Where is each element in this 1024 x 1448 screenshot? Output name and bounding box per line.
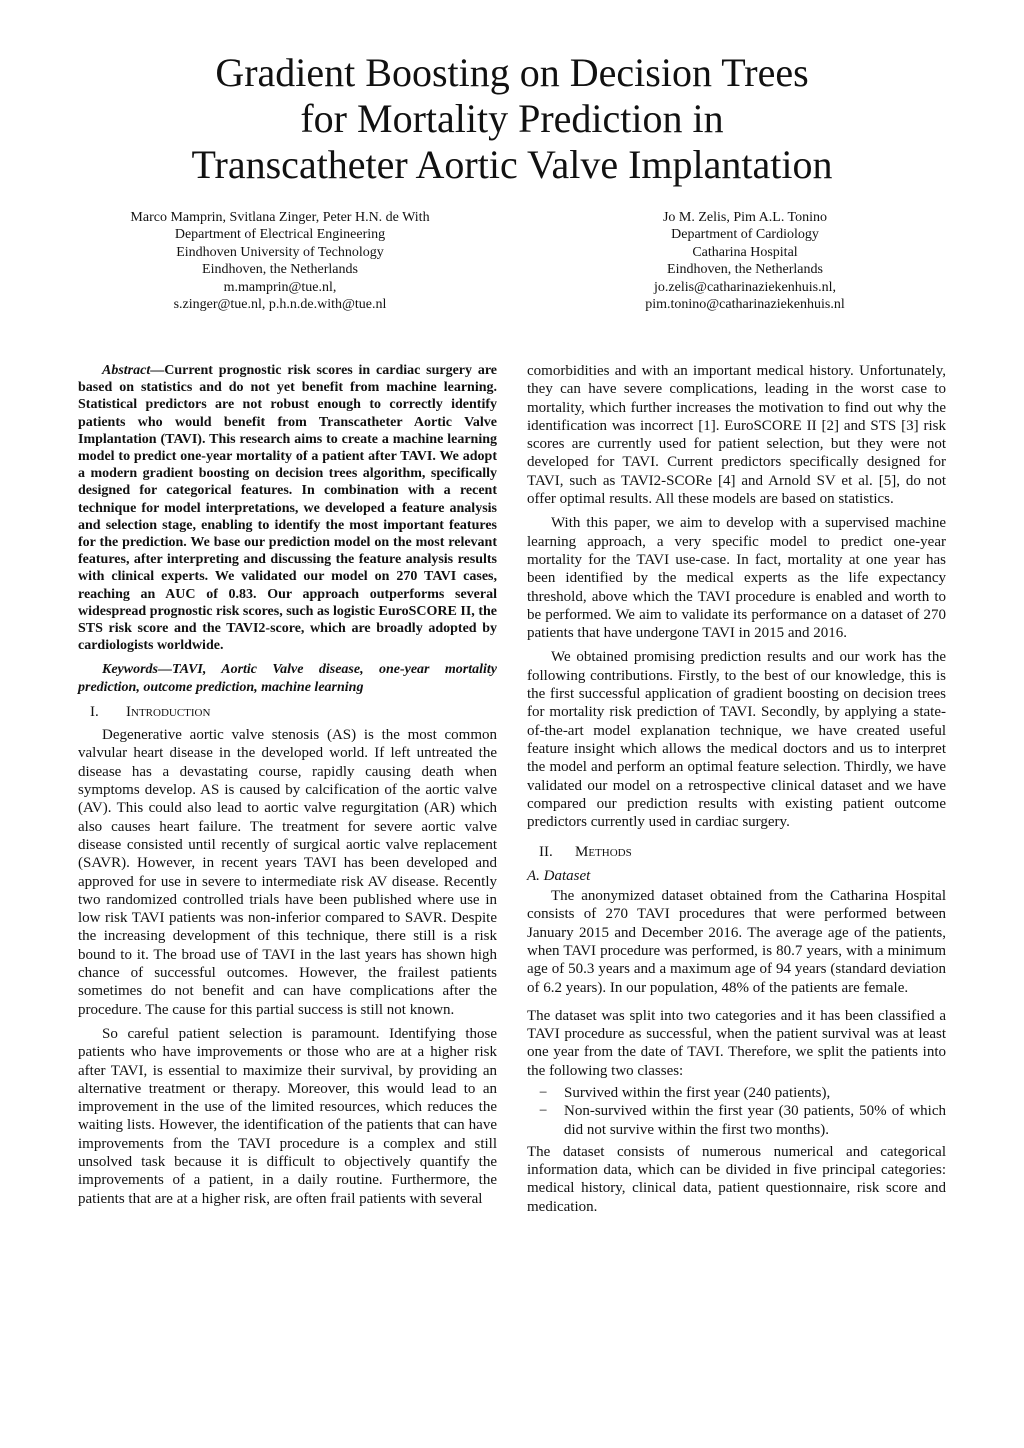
author-city: Eindhoven, the Netherlands xyxy=(667,262,823,278)
left-column xyxy=(78,362,497,1208)
section-number: I. xyxy=(90,703,99,720)
intro-paragraph-2-continued: comorbidities and with an important medical history. Unfortunately, they can have severe complications, leading in the worst case to mortality, which further increases the motivation to find out why the identification was incorrect [1]. EuroSCORE II [2] and STS [3] risk scores are currently used for patient selection, but they were not developed for TAVI. Current predictors specifically designed for TAVI, such as TAVI2-SCORe [4] and Arnold SV et al. [5], do not offer optimal results. All these models are based on statistics. xyxy=(527,363,946,508)
keywords xyxy=(78,661,497,695)
abstract-text: —Current prognostic risk scores in cardiac surgery are based on statistics and do not yet benefit from machine learning. Statistical predictors are not robust enough to correctly identify patients who would benefit from Transcatheter Aortic Valve Implantation (TAVI). This research aims to create a machine learning model to predict one-year mortality of a patient after TAVI. We adopt a modern gradient boosting on decision trees algorithm, specifically designed for categorical features. In combination with a recent technique for model interpretations, we developed a feature analysis and selection stage, enabling to identify the most important features for the prediction. We base our prediction model on the most relevant features, after interpreting and discussing the feature analysis results with clinical experts. We validated our model on 270 TAVI cases, reaching an AUC of 0.83. Our approach outperforms several widespread prognostic risk scores, such as logistic EuroSCORE II, the STS risk score and the TAVI2-score, which are broadly adopted by cardiologists worldwide. xyxy=(78,363,497,654)
title-line: Transcatheter Aortic Valve Implantation xyxy=(191,142,833,187)
author-institution: Eindhoven University of Technology xyxy=(176,244,384,260)
author-institution: Catharina Hospital xyxy=(692,244,798,260)
author-email: jo.zelis@catharinaziekenhuis.nl, xyxy=(654,279,836,295)
author-email: pim.tonino@catharinaziekenhuis.nl xyxy=(645,297,845,313)
intro-paragraph-4: We obtained promising prediction results and our work has the following contributions. Firstly, to the best of our knowledge, this is the first successful application of gradient boosting on decision trees for mortality risk prediction of TAVI. Secondly, by applying a state-of-the-art model explanation technique, we have created useful feature insight which allows the medical doctors and us to interpret the model and perform an optimal feature selection. Thirdly, we have validated our model on a retrospective clinical dataset and we have compared our prediction results with existing patient outcome predictors currently used in cardiac surgery. xyxy=(527,649,946,831)
author-department: Department of Cardiology xyxy=(671,227,819,243)
intro-paragraph-1: Degenerative aortic valve stenosis (AS) is the most common valvular heart disease in the developed world. If left untreated the disease has a devastating course, rapidly causing death when symptoms develop. AS is caused by calcification of the aortic valve (AV). This could also lead to aortic valve regurgitation (AR) which also causes heart failure. The treatment for severe aortic valve disease consisted until recently of surgical aortic valve replacement (SAVR). However, in recent years TAVI has been developed and approved for use in severe to intermediate risk AV disease. Recently two randomized controlled trials have been published where use in low risk TAVI patients was non-inferior compared to SAVR. Despite the increasing development of this technique, there still is a risk bound to it. The broad use of TAVI in the last years has shown high chance of successful outcomes. However, the frailest patients sometimes do not benefit and can have complications after the procedure. The cause for this partial success is still not known. xyxy=(78,727,497,1018)
author-names: Jo M. Zelis, Pim A.L. Tonino xyxy=(662,210,828,225)
list-item xyxy=(527,1084,946,1102)
author-department: Department of Electrical Engineering xyxy=(174,227,386,243)
dash-icon: − xyxy=(539,1084,548,1101)
section-heading-methods xyxy=(527,843,946,861)
title-line: for Mortality Prediction in xyxy=(300,96,724,141)
list-item xyxy=(527,1102,946,1139)
author-city: Eindhoven, the Netherlands xyxy=(202,262,358,278)
section-title: Introduction xyxy=(126,703,211,720)
dash-icon: − xyxy=(539,1103,548,1120)
class-list xyxy=(527,1084,946,1139)
title-line: Gradient Boosting on Decision Trees xyxy=(215,50,809,95)
keywords-lead: Keywords xyxy=(102,662,158,678)
intro-paragraph-2: So careful patient selection is paramount. Identifying those patients who have improvements or those who are at a higher risk after TAVI, is essential to maximize their survival, by providing an alternative treatment or therapy. Moreover, this would lead to an improvement in the use of the limited resources, which reduces the waiting lists. However, the identification of the patients that can have improvements from the TAVI procedure is a complex and still unsolved task because it is difficult to objectively quantify the improvements of a patient, in a daily routine. Furthermore, the patients that are at a higher risk, are often frail patients with several xyxy=(78,1025,497,1207)
section-title: Methods xyxy=(575,844,632,861)
author-names: Marco Mamprin, Svitlana Zinger, Peter H.N. de With xyxy=(130,210,430,225)
list-item-text: Non-survived within the first year (30 patients, 50% of which did not survive within the first two months). xyxy=(564,1103,946,1138)
methods-paragraph-3: The dataset consists of numerous numerical and categorical information data, which can be divided in five principal categories: medical history, clinical data, patient questionnaire, risk score and medication. xyxy=(527,1143,946,1215)
right-column xyxy=(527,362,946,1216)
paper-title xyxy=(90,50,934,188)
keywords-text: —TAVI, Aortic Valve disease, one-year mortality prediction, outcome prediction, machine learning xyxy=(78,662,497,695)
author-block-1 xyxy=(100,209,460,313)
abstract-lead: Abstract xyxy=(102,363,151,378)
intro-paragraph-3: With this paper, we aim to develop with a supervised machine learning approach, a very specific model to predict one-year mortality for the TAVI use-case. In fact, mortality at one year has been identified by the medical experts as the life expectancy threshold, above which the TAVI procedure is enabled and worth to be performed. We aim to validate its performance on a dataset of 270 patients that have undergone TAVI in 2015 and 2016. xyxy=(527,515,946,642)
author-block-2 xyxy=(560,209,930,313)
methods-paragraph-1: The anonymized dataset obtained from the Catharina Hospital consists of 270 TAVI procedures that were performed between January 2015 and December 2016. The average age of the patients, when TAVI procedure was performed, is 80.7 years, with a minimum age of 50.3 years and a maximum age of 94 years (standard deviation of 6.2 years). In our population, 48% of the patients are female. xyxy=(527,888,946,996)
section-number: II. xyxy=(539,844,553,861)
section-heading-introduction xyxy=(78,703,497,721)
author-email: s.zinger@tue.nl, p.h.n.de.with@tue.nl xyxy=(173,297,387,313)
list-item-text: Survived within the first year (240 patients), xyxy=(564,1084,831,1101)
methods-paragraph-2: The dataset was split into two categories and it has been classified a TAVI procedure as successful, when the patient survival was at least one year from the date of TAVI. Therefore, we split the patients into the following two classes: xyxy=(527,1007,946,1079)
author-email: m.mamprin@tue.nl, xyxy=(223,279,337,295)
subsection-heading-dataset: A. Dataset xyxy=(527,867,591,884)
abstract xyxy=(78,362,497,654)
